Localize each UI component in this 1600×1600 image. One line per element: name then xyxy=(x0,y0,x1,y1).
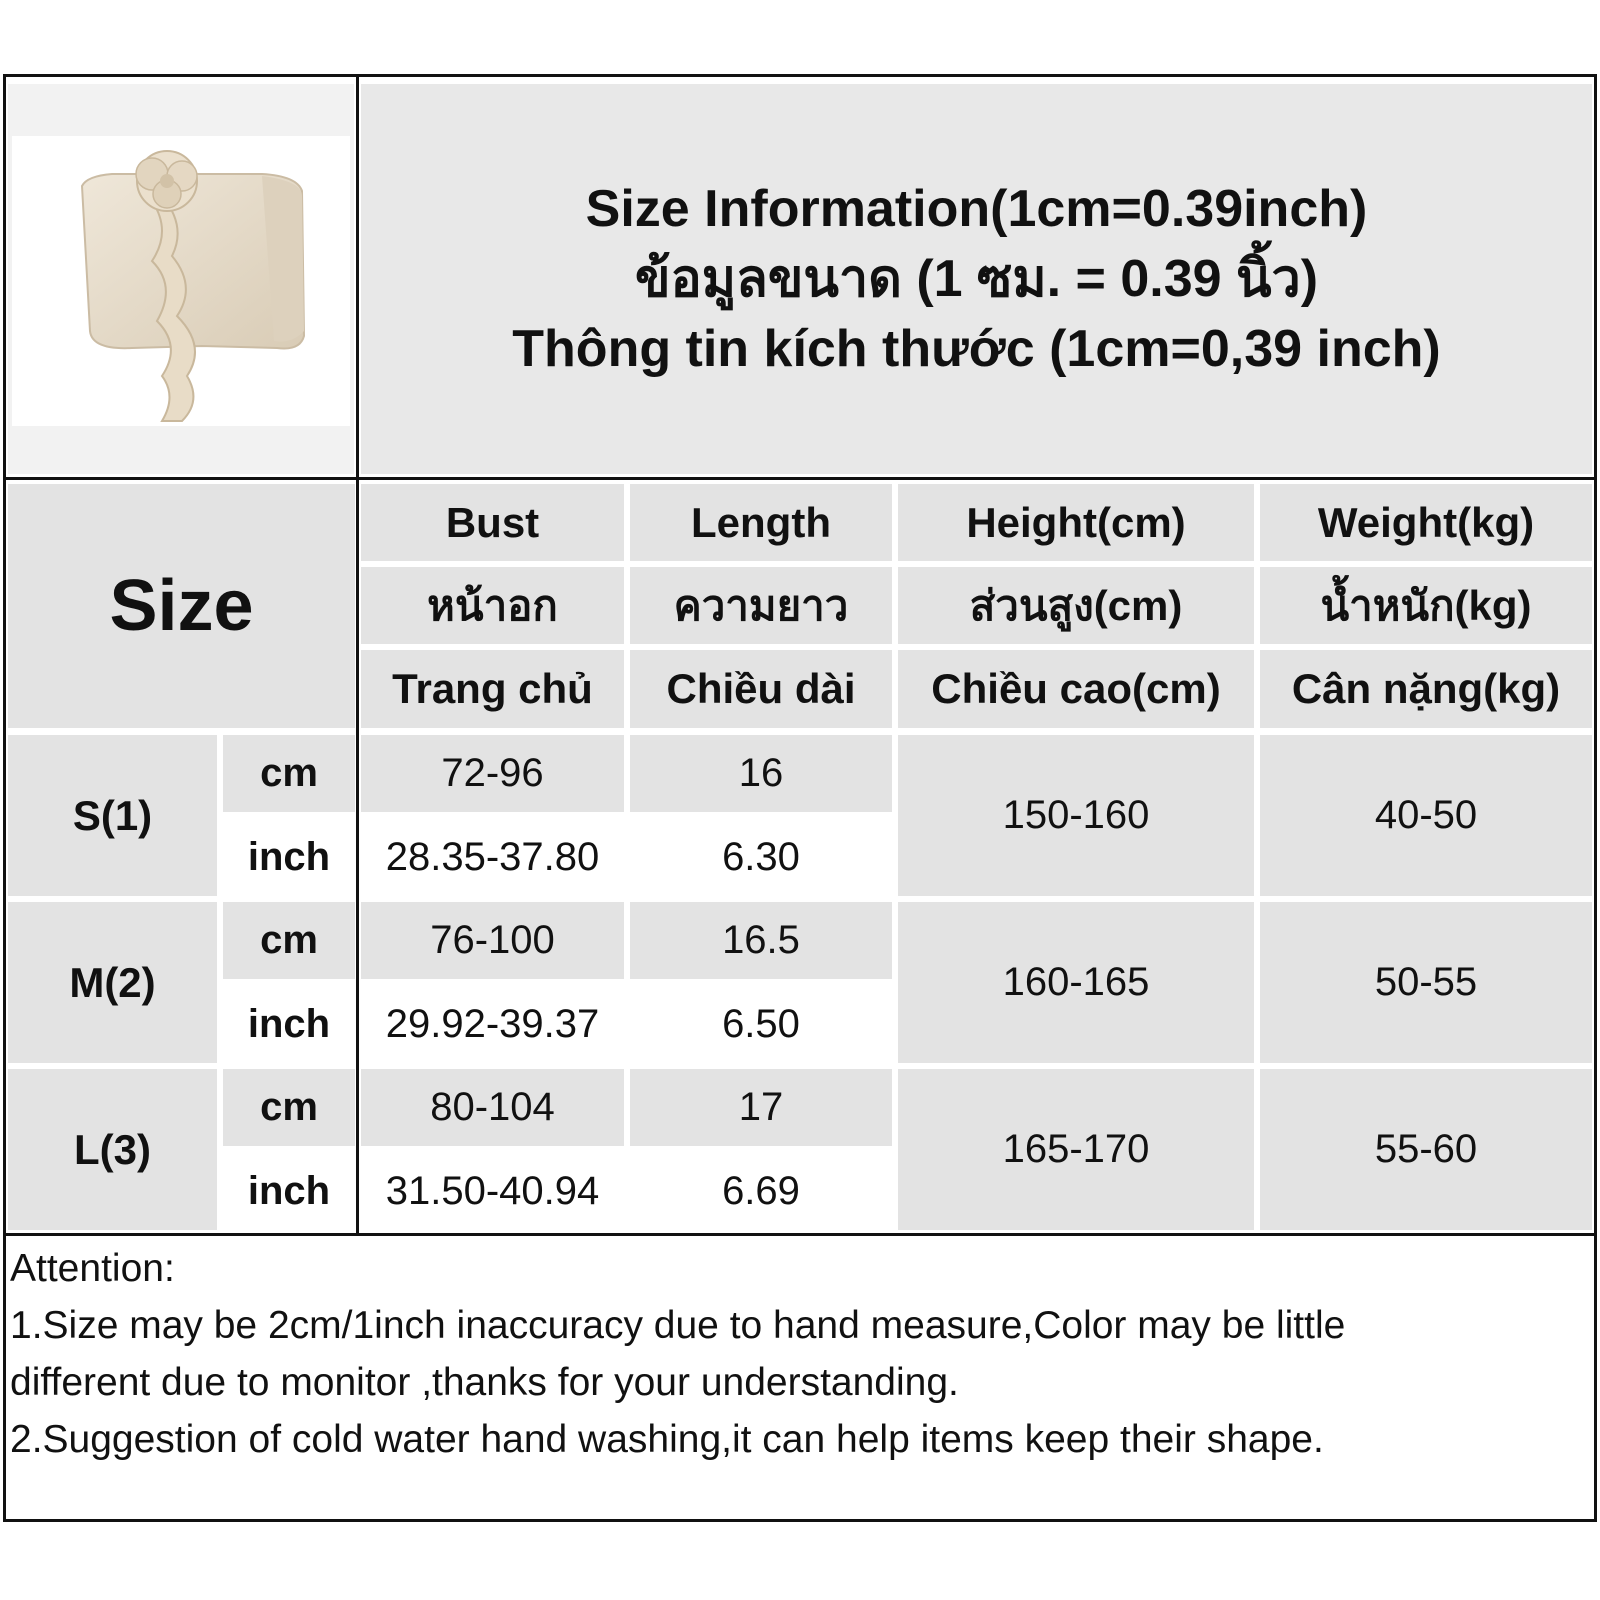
bust-header-en: Bust xyxy=(361,484,624,561)
notes-line-3: 2.Suggestion of cold water hand washing,it can help items keep their shape. xyxy=(10,1418,1324,1461)
size-header xyxy=(8,484,355,728)
weight-s: 40-50 xyxy=(1260,735,1592,896)
length-cm-m: 16.5 xyxy=(630,902,892,979)
bust-inch-l: 31.50-40.94 xyxy=(361,1152,624,1230)
weight-header-en: Weight(kg) xyxy=(1260,484,1592,561)
product-photo xyxy=(12,136,350,426)
height-m: 160-165 xyxy=(898,902,1254,1063)
bust-header-th: หน้าอก xyxy=(361,567,624,644)
unit-cm-l: cm xyxy=(223,1069,355,1146)
attention-notes xyxy=(10,1240,1590,1468)
height-header-en: Height(cm) xyxy=(898,484,1254,561)
unit-inch-l: inch xyxy=(223,1152,355,1230)
unit-cm-s: cm xyxy=(223,735,355,812)
size-label-m: M(2) xyxy=(8,902,217,1063)
length-header-en: Length xyxy=(630,484,892,561)
grid-line xyxy=(3,1233,1597,1236)
ruffle-top-image xyxy=(12,136,350,426)
length-header-th: ความยาว xyxy=(630,567,892,644)
bust-inch-m: 29.92-39.37 xyxy=(361,985,624,1063)
weight-l: 55-60 xyxy=(1260,1069,1592,1230)
length-inch-s: 6.30 xyxy=(630,818,892,896)
length-cm-s: 16 xyxy=(630,735,892,812)
grid-line xyxy=(3,477,1597,480)
size-header-label: Size xyxy=(109,566,254,646)
height-s: 150-160 xyxy=(898,735,1254,896)
size-information-title xyxy=(361,84,1592,474)
height-l: 165-170 xyxy=(898,1069,1254,1230)
length-cm-l: 17 xyxy=(630,1069,892,1146)
bust-inch-s: 28.35-37.80 xyxy=(361,818,624,896)
height-header-vi: Chiều cao(cm) xyxy=(898,650,1254,728)
unit-inch-m: inch xyxy=(223,985,355,1063)
notes-line-1: 1.Size may be 2cm/1inch inaccuracy due to hand measure,Color may be little xyxy=(10,1304,1346,1347)
bust-cm-s: 72-96 xyxy=(361,735,624,812)
bust-cm-m: 76-100 xyxy=(361,902,624,979)
title-thai: ข้อมูลขนาด (1 ซม. = 0.39 นิ้ว) xyxy=(634,250,1319,308)
unit-inch-s: inch xyxy=(223,818,355,896)
length-inch-l: 6.69 xyxy=(630,1152,892,1230)
length-header-vi: Chiều dài xyxy=(630,650,892,728)
weight-header-th: น้ำหนัก(kg) xyxy=(1260,567,1592,644)
title-vietnamese: Thông tin kích thước (1cm=0,39 inch) xyxy=(512,320,1441,378)
weight-m: 50-55 xyxy=(1260,902,1592,1063)
size-label-s: S(1) xyxy=(8,735,217,896)
bust-header-vi: Trang chủ xyxy=(361,650,624,728)
bust-cm-l: 80-104 xyxy=(361,1069,624,1146)
title-english: Size Information(1cm=0.39inch) xyxy=(585,180,1368,238)
notes-line-2: different due to monitor ,thanks for your understanding. xyxy=(10,1361,959,1404)
size-label-l: L(3) xyxy=(8,1069,217,1230)
unit-cm-m: cm xyxy=(223,902,355,979)
length-inch-m: 6.50 xyxy=(630,985,892,1063)
product-photo-panel xyxy=(8,84,354,474)
notes-heading: Attention: xyxy=(10,1247,175,1290)
weight-header-vi: Cân nặng(kg) xyxy=(1260,650,1592,728)
grid-line xyxy=(356,74,359,1236)
height-header-th: ส่วนสูง(cm) xyxy=(898,567,1254,644)
